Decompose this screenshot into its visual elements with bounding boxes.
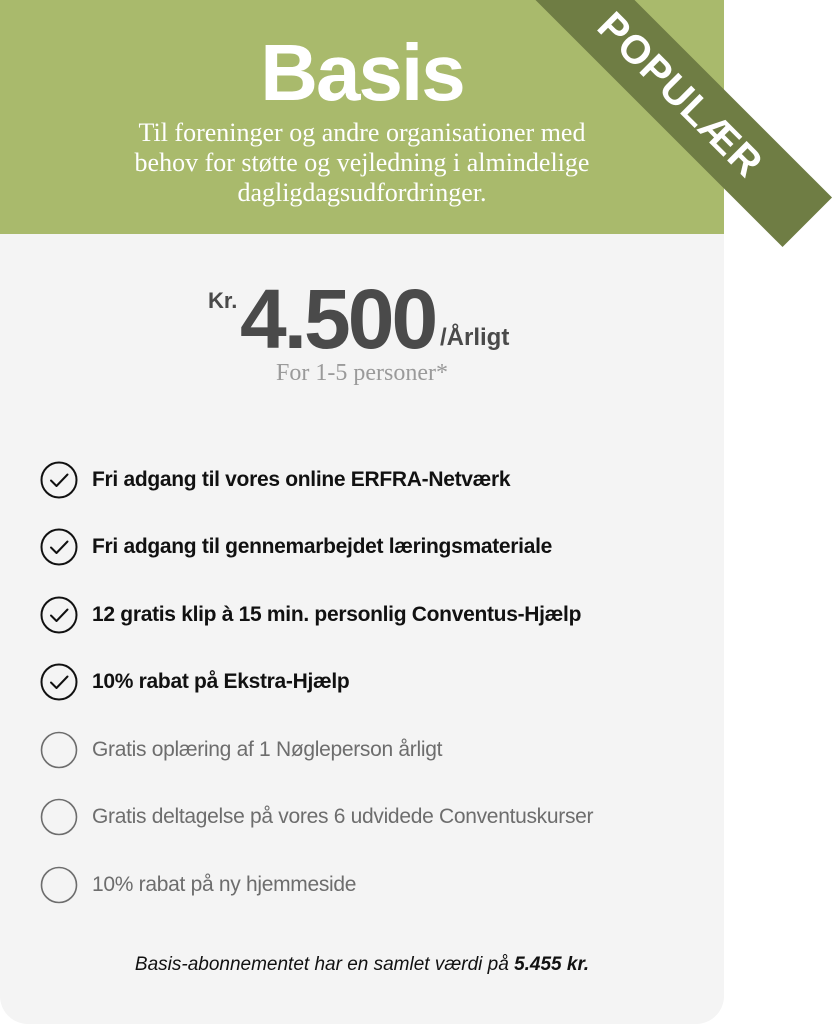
value-note-prefix: Basis-abonnementet har en samlet værdi på (134, 954, 515, 975)
plan-title: Basis (260, 28, 464, 117)
feature-item (40, 851, 700, 919)
feature-label: Gratis deltagelse på vores 6 udvidede Conventuskurser (92, 805, 594, 829)
check-circle-icon (40, 461, 78, 499)
empty-circle-icon (40, 731, 78, 769)
feature-label: 12 gratis klip à 15 min. personlig Conventus-Hjælp (92, 602, 582, 626)
feature-item (40, 649, 700, 717)
plan-subtitle: Til foreninger og andre organisationer med behov for støtte og vejledning i almindelige dagligdagsudfordringer. (134, 118, 590, 207)
feature-label: Gratis oplæring af 1 Nøgleperson årligt (92, 737, 443, 761)
persons-note: For 1-5 personer* (276, 360, 448, 386)
price-block (0, 272, 724, 370)
value-note (0, 954, 724, 976)
popular-ribbon: POPULÆR (528, 0, 832, 247)
empty-circle-icon (40, 866, 78, 904)
feature-label: 10% rabat på ny hjemmeside (92, 872, 357, 896)
price-currency: Kr. (208, 288, 238, 313)
empty-circle-icon (40, 798, 78, 836)
feature-item (40, 581, 700, 649)
feature-list (40, 446, 700, 919)
check-circle-icon (40, 528, 78, 566)
feature-label: 10% rabat på Ekstra-Hjælp (92, 670, 350, 694)
price-period: /Årligt (440, 324, 510, 351)
feature-item (40, 446, 700, 514)
value-note-amount: 5.455 kr. (514, 954, 590, 975)
check-circle-icon (40, 663, 78, 701)
feature-label: Fri adgang til vores online ERFRA-Netværk (92, 467, 511, 491)
check-circle-icon (40, 596, 78, 634)
feature-item (40, 514, 700, 582)
feature-item (40, 716, 700, 784)
feature-item (40, 784, 700, 852)
feature-label: Fri adgang til gennemarbejdet læringsmateriale (92, 535, 552, 559)
price-amount: 4.500 (240, 272, 436, 366)
